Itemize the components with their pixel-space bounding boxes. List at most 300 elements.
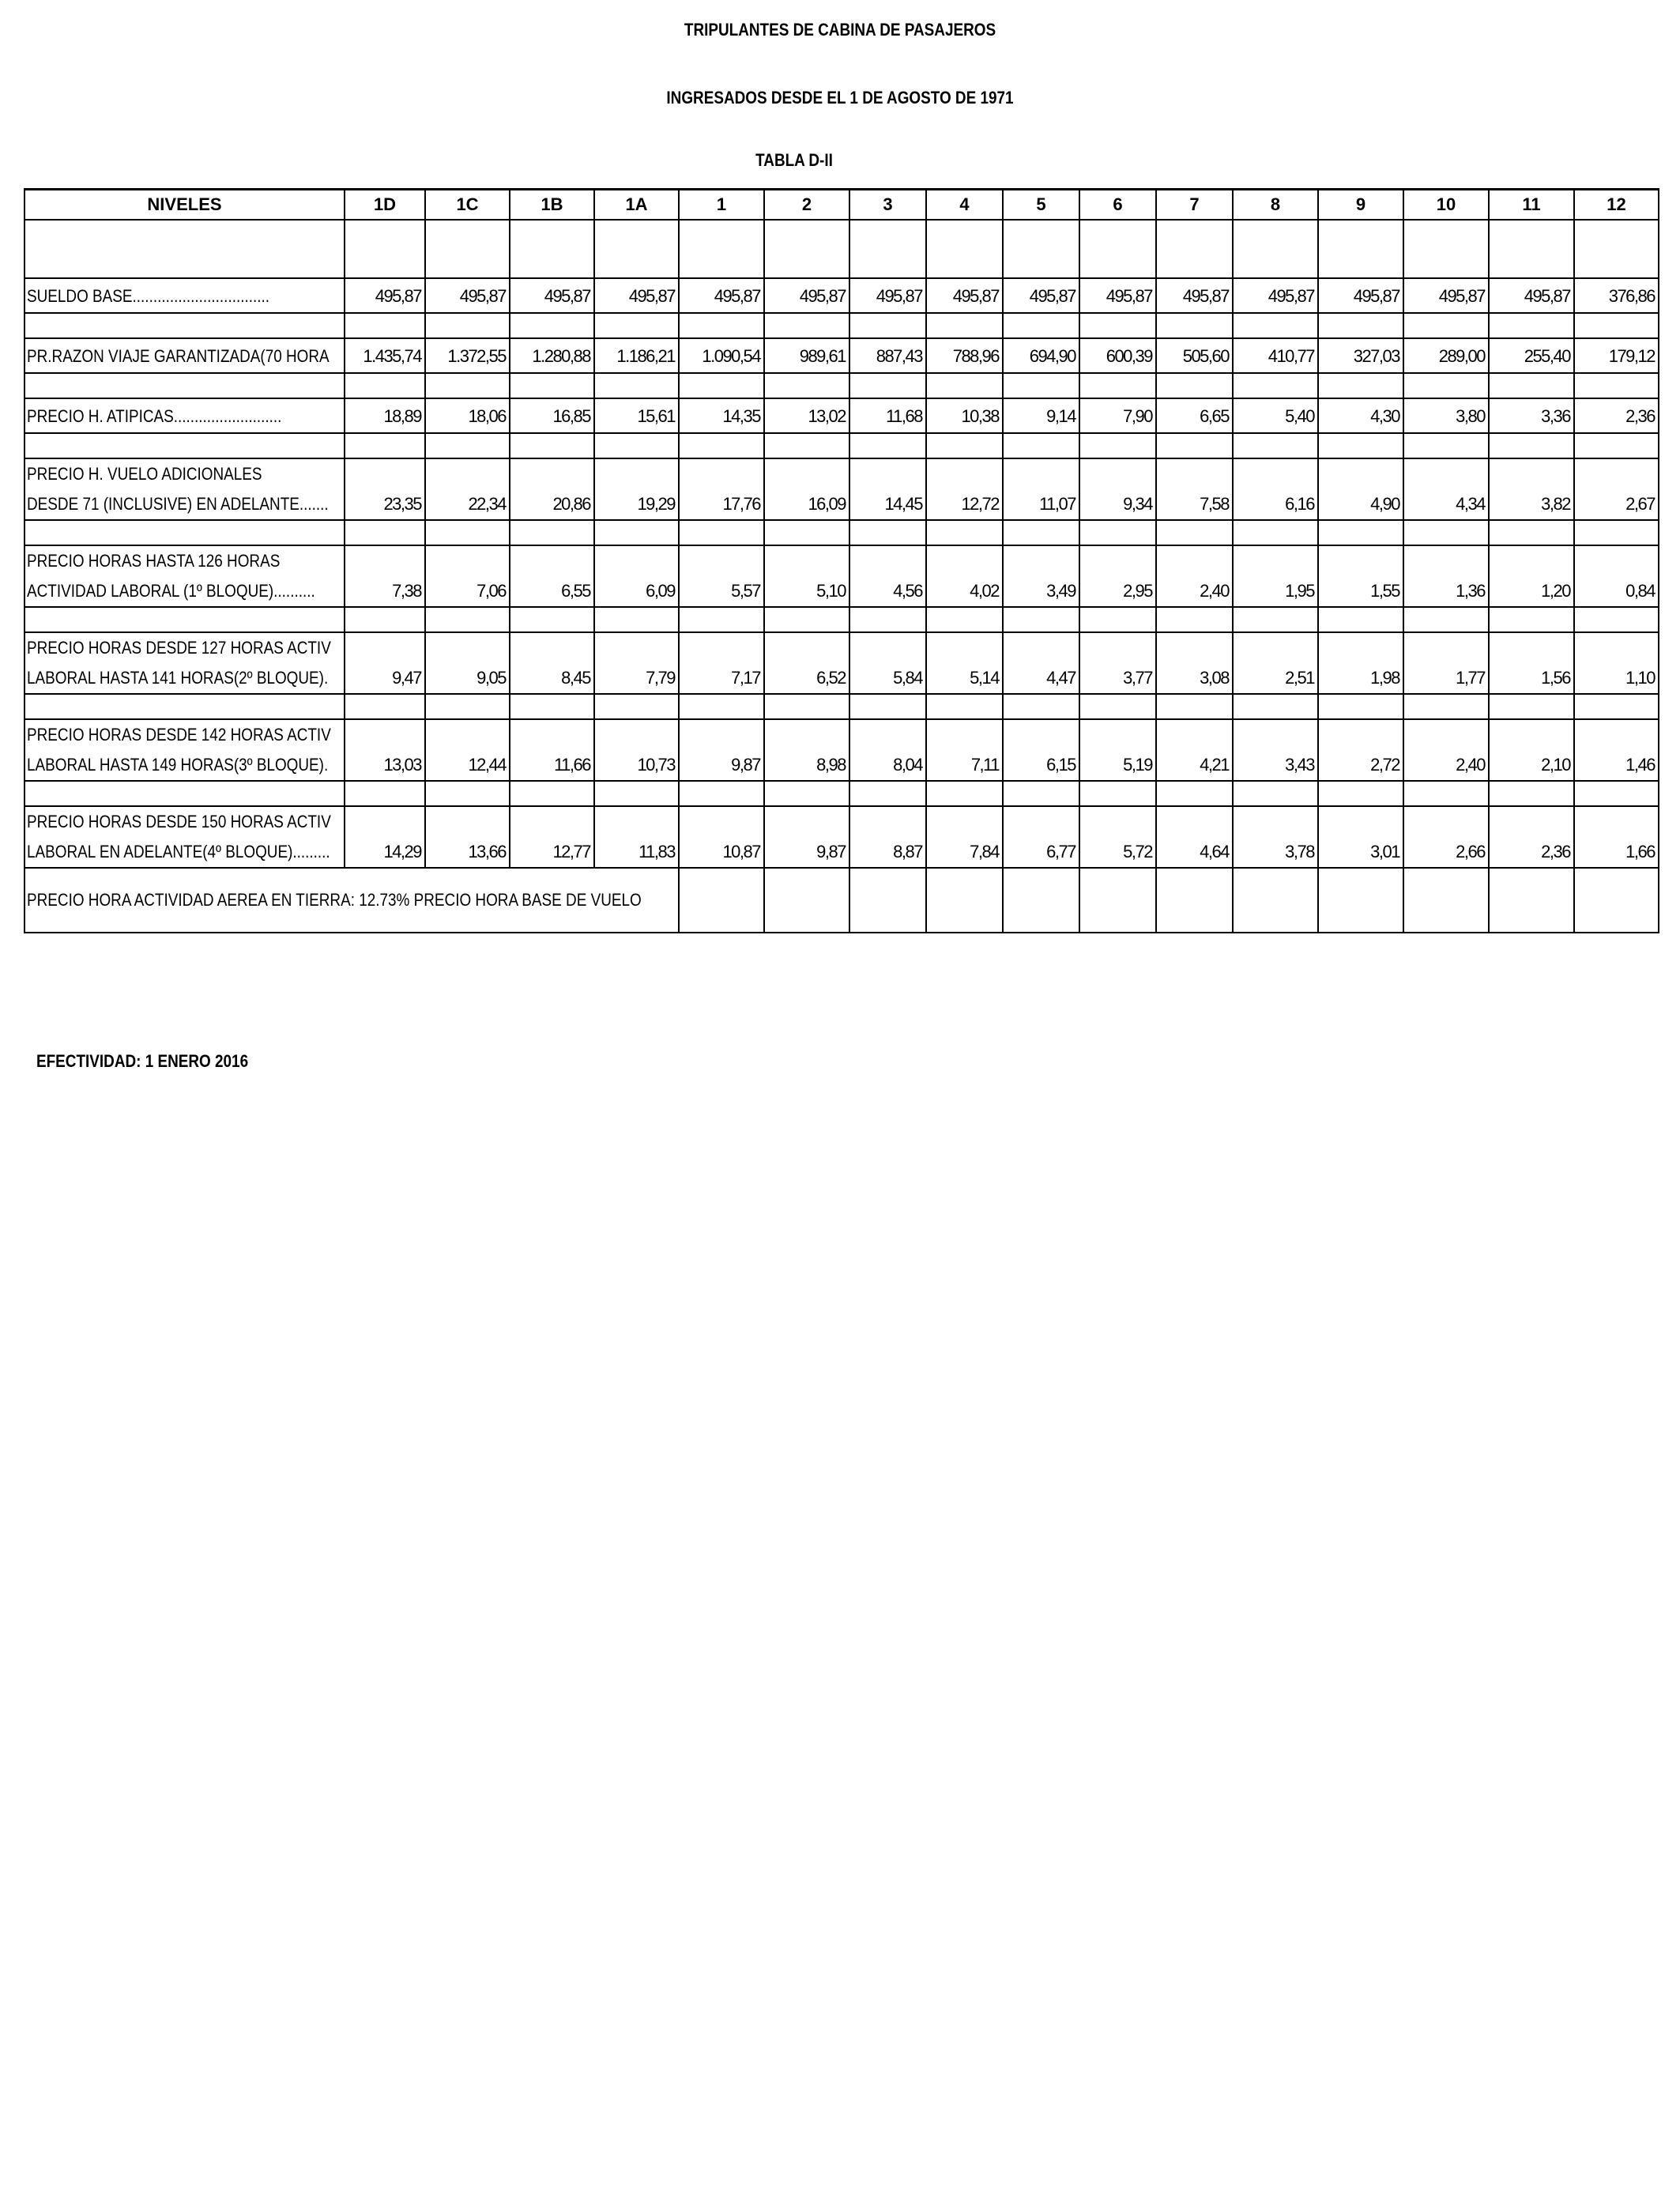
value-cell: 9,34 (1079, 458, 1156, 520)
value-cell: 3,49 (1003, 545, 1079, 607)
value-cell: 3,80 (1403, 398, 1489, 433)
value-cell: 16,09 (764, 458, 849, 520)
value-cell: 10,73 (594, 719, 679, 781)
value-cell: 5,84 (849, 632, 926, 694)
header-cell: 2 (764, 190, 849, 221)
value-cell: 19,29 (594, 458, 679, 520)
table-row (24, 338, 1659, 373)
table-row (24, 719, 1659, 781)
value-cell: 13,66 (425, 806, 510, 868)
spacer-row (24, 694, 1659, 719)
table-row (24, 545, 1659, 607)
empty-cell (1318, 433, 1403, 458)
value-cell: 3,08 (1156, 632, 1233, 694)
table-row (24, 458, 1659, 520)
empty-cell (1318, 694, 1403, 719)
empty-cell (679, 607, 764, 632)
empty-cell (1318, 220, 1403, 278)
value-cell: 327,03 (1318, 338, 1403, 373)
empty-cell (425, 520, 510, 545)
value-cell: 5,40 (1233, 398, 1318, 433)
empty-cell (345, 313, 425, 338)
empty-cell (1403, 607, 1489, 632)
header-cell: NIVELES (24, 190, 345, 221)
empty-cell (1318, 781, 1403, 806)
value-cell: 3,82 (1489, 458, 1574, 520)
row-label (24, 632, 345, 694)
empty-cell (1079, 868, 1156, 933)
value-cell: 2,36 (1574, 398, 1659, 433)
value-cell: 11,68 (849, 398, 926, 433)
value-cell: 989,61 (764, 338, 849, 373)
empty-cell (1079, 433, 1156, 458)
value-cell: 6,16 (1233, 458, 1318, 520)
value-cell: 600,39 (1079, 338, 1156, 373)
empty-cell (1318, 520, 1403, 545)
empty-cell (926, 220, 1003, 278)
value-cell: 11,07 (1003, 458, 1079, 520)
value-cell: 694,90 (1003, 338, 1079, 373)
row-label-line (27, 341, 341, 372)
value-cell: 22,34 (425, 458, 510, 520)
empty-cell (926, 373, 1003, 398)
value-cell: 17,76 (679, 458, 764, 520)
value-cell: 410,77 (1233, 338, 1318, 373)
value-cell: 1.435,74 (345, 338, 425, 373)
empty-cell (24, 373, 345, 398)
empty-cell (1233, 313, 1318, 338)
value-cell: 4,21 (1156, 719, 1233, 781)
empty-cell (679, 313, 764, 338)
value-cell: 8,87 (849, 806, 926, 868)
empty-cell (1574, 520, 1659, 545)
value-cell: 7,17 (679, 632, 764, 694)
value-cell: 1,10 (1574, 632, 1659, 694)
value-cell: 1,36 (1403, 545, 1489, 607)
value-cell: 7,11 (926, 719, 1003, 781)
empty-cell (1079, 373, 1156, 398)
empty-cell (926, 694, 1003, 719)
value-cell: 13,03 (345, 719, 425, 781)
final-note-text: PRECIO HORA ACTIVIDAD AEREA EN TIERRA: 12.73% PRECIO HORA BASE DE VUELO (27, 890, 642, 910)
empty-cell (1403, 868, 1489, 933)
empty-cell (1403, 220, 1489, 278)
empty-cell (1403, 313, 1489, 338)
row-label-text: PRECIO HORAS HASTA 126 HORAS (27, 551, 281, 571)
empty-cell (1574, 433, 1659, 458)
empty-cell (594, 607, 679, 632)
row-label (24, 338, 345, 373)
empty-cell (594, 433, 679, 458)
value-cell: 23,35 (345, 458, 425, 520)
value-cell: 179,12 (1574, 338, 1659, 373)
empty-cell (1574, 781, 1659, 806)
row-label (24, 278, 345, 313)
value-cell: 495,87 (345, 278, 425, 313)
header-cell: 11 (1489, 190, 1574, 221)
empty-cell (594, 220, 679, 278)
value-cell: 9,47 (345, 632, 425, 694)
value-cell: 1,55 (1318, 545, 1403, 607)
empty-cell (1003, 313, 1079, 338)
header-cell: 5 (1003, 190, 1079, 221)
value-cell: 7,58 (1156, 458, 1233, 520)
spacer-row (24, 373, 1659, 398)
value-cell: 12,72 (926, 458, 1003, 520)
empty-cell (1003, 868, 1079, 933)
value-cell: 4,02 (926, 545, 1003, 607)
table-row (24, 278, 1659, 313)
value-cell: 788,96 (926, 338, 1003, 373)
empty-cell (1233, 781, 1318, 806)
empty-cell (764, 313, 849, 338)
empty-cell (1574, 220, 1659, 278)
row-label-text: LABORAL HASTA 141 HORAS(2º BLOQUE). (27, 668, 329, 688)
value-cell: 7,79 (594, 632, 679, 694)
value-cell: 14,29 (345, 806, 425, 868)
value-cell: 1.372,55 (425, 338, 510, 373)
empty-cell (849, 220, 926, 278)
value-cell: 13,02 (764, 398, 849, 433)
empty-cell (425, 607, 510, 632)
value-cell: 495,87 (1079, 278, 1156, 313)
value-cell: 289,00 (1403, 338, 1489, 373)
value-cell: 1,56 (1489, 632, 1574, 694)
row-label-text: PRECIO HORAS DESDE 150 HORAS ACTIV (27, 812, 331, 831)
value-cell: 4,64 (1156, 806, 1233, 868)
empty-cell (679, 373, 764, 398)
value-cell: 12,44 (425, 719, 510, 781)
empty-cell (849, 868, 926, 933)
empty-cell (679, 781, 764, 806)
header-cell: 12 (1574, 190, 1659, 221)
empty-cell (345, 373, 425, 398)
value-cell: 6,15 (1003, 719, 1079, 781)
value-cell: 495,87 (1233, 278, 1318, 313)
empty-cell (1489, 220, 1574, 278)
value-cell: 2,40 (1156, 545, 1233, 607)
row-label-line (27, 401, 341, 432)
empty-cell (594, 373, 679, 398)
spacer-row (24, 781, 1659, 806)
table-row (24, 806, 1659, 868)
value-cell: 2,72 (1318, 719, 1403, 781)
empty-cell (1079, 520, 1156, 545)
empty-cell (24, 520, 345, 545)
empty-cell (1574, 694, 1659, 719)
empty-cell (1574, 607, 1659, 632)
empty-cell (679, 694, 764, 719)
row-label-line (27, 807, 341, 837)
value-cell: 495,87 (849, 278, 926, 313)
row-label-line (27, 546, 341, 576)
empty-cell (1156, 373, 1233, 398)
value-cell: 4,30 (1318, 398, 1403, 433)
empty-cell (1079, 694, 1156, 719)
empty-cell (926, 781, 1003, 806)
row-label-text: PRECIO HORAS DESDE 127 HORAS ACTIV (27, 638, 331, 658)
empty-cell (345, 520, 425, 545)
value-cell: 2,40 (1403, 719, 1489, 781)
empty-cell (1233, 220, 1318, 278)
row-label-line (27, 489, 341, 519)
empty-cell (510, 520, 594, 545)
value-cell: 495,87 (679, 278, 764, 313)
empty-cell (1003, 433, 1079, 458)
value-cell: 10,87 (679, 806, 764, 868)
empty-cell (764, 373, 849, 398)
value-cell: 1.186,21 (594, 338, 679, 373)
value-cell: 8,04 (849, 719, 926, 781)
empty-cell (926, 520, 1003, 545)
empty-cell (764, 781, 849, 806)
value-cell: 12,77 (510, 806, 594, 868)
empty-cell (1233, 868, 1318, 933)
empty-cell (1489, 868, 1574, 933)
value-cell: 2,36 (1489, 806, 1574, 868)
header-cell: 1C (425, 190, 510, 221)
empty-cell (425, 373, 510, 398)
empty-cell (1003, 520, 1079, 545)
empty-cell (764, 607, 849, 632)
final-note-row (24, 868, 1659, 933)
row-label-text: PRECIO HORAS DESDE 142 HORAS ACTIV (27, 725, 331, 745)
value-cell: 1,95 (1233, 545, 1318, 607)
row-label-text: PR.RAZON VIAJE GARANTIZADA(70 HORA (27, 346, 330, 366)
value-cell: 495,87 (926, 278, 1003, 313)
empty-cell (1079, 781, 1156, 806)
empty-cell (764, 520, 849, 545)
value-cell: 495,87 (1156, 278, 1233, 313)
header-cell: 9 (1318, 190, 1403, 221)
empty-cell (1403, 520, 1489, 545)
value-cell: 505,60 (1156, 338, 1233, 373)
header-cell: 1B (510, 190, 594, 221)
empty-cell (1403, 433, 1489, 458)
row-label-line (27, 576, 341, 606)
empty-cell (1233, 520, 1318, 545)
value-cell: 14,45 (849, 458, 926, 520)
row-label (24, 806, 345, 868)
empty-cell (510, 373, 594, 398)
value-cell: 9,87 (764, 806, 849, 868)
empty-cell (1003, 781, 1079, 806)
spacer-row (24, 433, 1659, 458)
value-cell: 5,10 (764, 545, 849, 607)
value-cell: 2,95 (1079, 545, 1156, 607)
empty-cell (926, 607, 1003, 632)
empty-cell (425, 694, 510, 719)
empty-cell (1489, 373, 1574, 398)
value-cell: 6,65 (1156, 398, 1233, 433)
document-title: TRIPULANTES DE CABINA DE PASAJEROS (684, 20, 996, 40)
value-cell: 7,06 (425, 545, 510, 607)
value-cell: 7,90 (1079, 398, 1156, 433)
empty-cell (1233, 373, 1318, 398)
table-row (24, 632, 1659, 694)
value-cell: 1,66 (1574, 806, 1659, 868)
empty-cell (425, 313, 510, 338)
row-label (24, 398, 345, 433)
header-row (24, 190, 1659, 221)
value-cell: 20,86 (510, 458, 594, 520)
row-label-line (27, 837, 341, 867)
row-label-line (27, 281, 341, 312)
empty-cell (1403, 781, 1489, 806)
empty-cell (510, 313, 594, 338)
table-name: TABLA D-II (755, 150, 833, 170)
empty-cell (510, 694, 594, 719)
empty-cell (345, 607, 425, 632)
empty-cell (510, 607, 594, 632)
effectivity-note: EFECTIVIDAD: 1 ENERO 2016 (36, 1051, 249, 1071)
row-label (24, 458, 345, 520)
value-cell: 376,86 (1574, 278, 1659, 313)
value-cell: 4,90 (1318, 458, 1403, 520)
table-row (24, 398, 1659, 433)
header-cell: 1A (594, 190, 679, 221)
empty-cell (849, 694, 926, 719)
row-label (24, 545, 345, 607)
empty-cell (1156, 313, 1233, 338)
value-cell: 6,77 (1003, 806, 1079, 868)
document-subtitle: INGRESADOS DESDE EL 1 DE AGOSTO DE 1971 (666, 88, 1014, 107)
empty-cell (1156, 781, 1233, 806)
value-cell: 0,84 (1574, 545, 1659, 607)
empty-cell (345, 781, 425, 806)
spacer-row (24, 313, 1659, 338)
value-cell: 9,14 (1003, 398, 1079, 433)
value-cell: 7,38 (345, 545, 425, 607)
row-label-line (27, 750, 341, 780)
empty-cell (1489, 694, 1574, 719)
row-label-line (27, 720, 341, 750)
value-cell: 18,06 (425, 398, 510, 433)
empty-cell (1574, 868, 1659, 933)
empty-cell (849, 781, 926, 806)
empty-cell (1489, 520, 1574, 545)
empty-cell (510, 433, 594, 458)
empty-cell (1489, 433, 1574, 458)
header-cell: 1 (679, 190, 764, 221)
value-cell: 495,87 (510, 278, 594, 313)
salary-table (24, 188, 1659, 933)
empty-cell (1489, 607, 1574, 632)
value-cell: 10,38 (926, 398, 1003, 433)
empty-cell (849, 433, 926, 458)
value-cell: 8,45 (510, 632, 594, 694)
final-note-cell (24, 868, 679, 933)
value-cell: 4,47 (1003, 632, 1079, 694)
header-cell: 3 (849, 190, 926, 221)
empty-cell (1233, 694, 1318, 719)
empty-cell (345, 220, 425, 278)
value-cell: 5,57 (679, 545, 764, 607)
value-cell: 3,36 (1489, 398, 1574, 433)
empty-cell (510, 781, 594, 806)
empty-cell (764, 694, 849, 719)
empty-cell (849, 520, 926, 545)
empty-cell (1156, 694, 1233, 719)
value-cell: 495,87 (425, 278, 510, 313)
value-cell: 1.280,88 (510, 338, 594, 373)
row-label-line (27, 459, 341, 489)
value-cell: 2,10 (1489, 719, 1574, 781)
empty-cell (1003, 607, 1079, 632)
empty-cell (345, 433, 425, 458)
empty-cell (24, 607, 345, 632)
value-cell: 2,51 (1233, 632, 1318, 694)
value-cell: 495,87 (594, 278, 679, 313)
empty-cell (849, 607, 926, 632)
header-cell: 1D (345, 190, 425, 221)
empty-cell (1574, 313, 1659, 338)
value-cell: 495,87 (1003, 278, 1079, 313)
empty-cell (24, 220, 345, 278)
row-label-line (27, 663, 341, 693)
empty-cell (1318, 868, 1403, 933)
empty-cell (1489, 781, 1574, 806)
empty-cell (1318, 373, 1403, 398)
row-label-text: LABORAL EN ADELANTE(4º BLOQUE)......... (27, 842, 330, 861)
empty-cell (679, 433, 764, 458)
value-cell: 9,87 (679, 719, 764, 781)
value-cell: 887,43 (849, 338, 926, 373)
empty-cell (425, 220, 510, 278)
empty-cell (1233, 433, 1318, 458)
empty-cell (24, 694, 345, 719)
empty-cell (1403, 373, 1489, 398)
value-cell: 495,87 (1318, 278, 1403, 313)
value-cell: 11,83 (594, 806, 679, 868)
value-cell: 1,77 (1403, 632, 1489, 694)
empty-cell (1156, 520, 1233, 545)
empty-cell (849, 313, 926, 338)
empty-cell (764, 868, 849, 933)
empty-cell (1403, 694, 1489, 719)
header-cell: 10 (1403, 190, 1489, 221)
value-cell: 1.090,54 (679, 338, 764, 373)
empty-cell (679, 868, 764, 933)
value-cell: 8,98 (764, 719, 849, 781)
row-label-line (27, 633, 341, 663)
value-cell: 4,56 (849, 545, 926, 607)
value-cell: 3,77 (1079, 632, 1156, 694)
row-label-text: ACTIVIDAD LABORAL (1º BLOQUE).......... (27, 581, 315, 601)
empty-cell (1156, 607, 1233, 632)
value-cell: 3,78 (1233, 806, 1318, 868)
value-cell: 3,01 (1318, 806, 1403, 868)
row-label-text: PRECIO H. VUELO ADICIONALES (27, 464, 262, 484)
value-cell: 16,85 (510, 398, 594, 433)
value-cell: 6,52 (764, 632, 849, 694)
value-cell: 6,55 (510, 545, 594, 607)
empty-cell (24, 781, 345, 806)
value-cell: 14,35 (679, 398, 764, 433)
row-label-text: SUELDO BASE................................. (27, 286, 270, 306)
row-label-text: DESDE 71 (INCLUSIVE) EN ADELANTE....... (27, 494, 329, 514)
empty-cell (1156, 868, 1233, 933)
value-cell: 1,98 (1318, 632, 1403, 694)
value-cell: 18,89 (345, 398, 425, 433)
value-cell: 5,14 (926, 632, 1003, 694)
empty-cell (1233, 607, 1318, 632)
empty-cell (1156, 433, 1233, 458)
value-cell: 1,46 (1574, 719, 1659, 781)
empty-cell (1003, 220, 1079, 278)
value-cell: 255,40 (1489, 338, 1574, 373)
empty-cell (1318, 313, 1403, 338)
